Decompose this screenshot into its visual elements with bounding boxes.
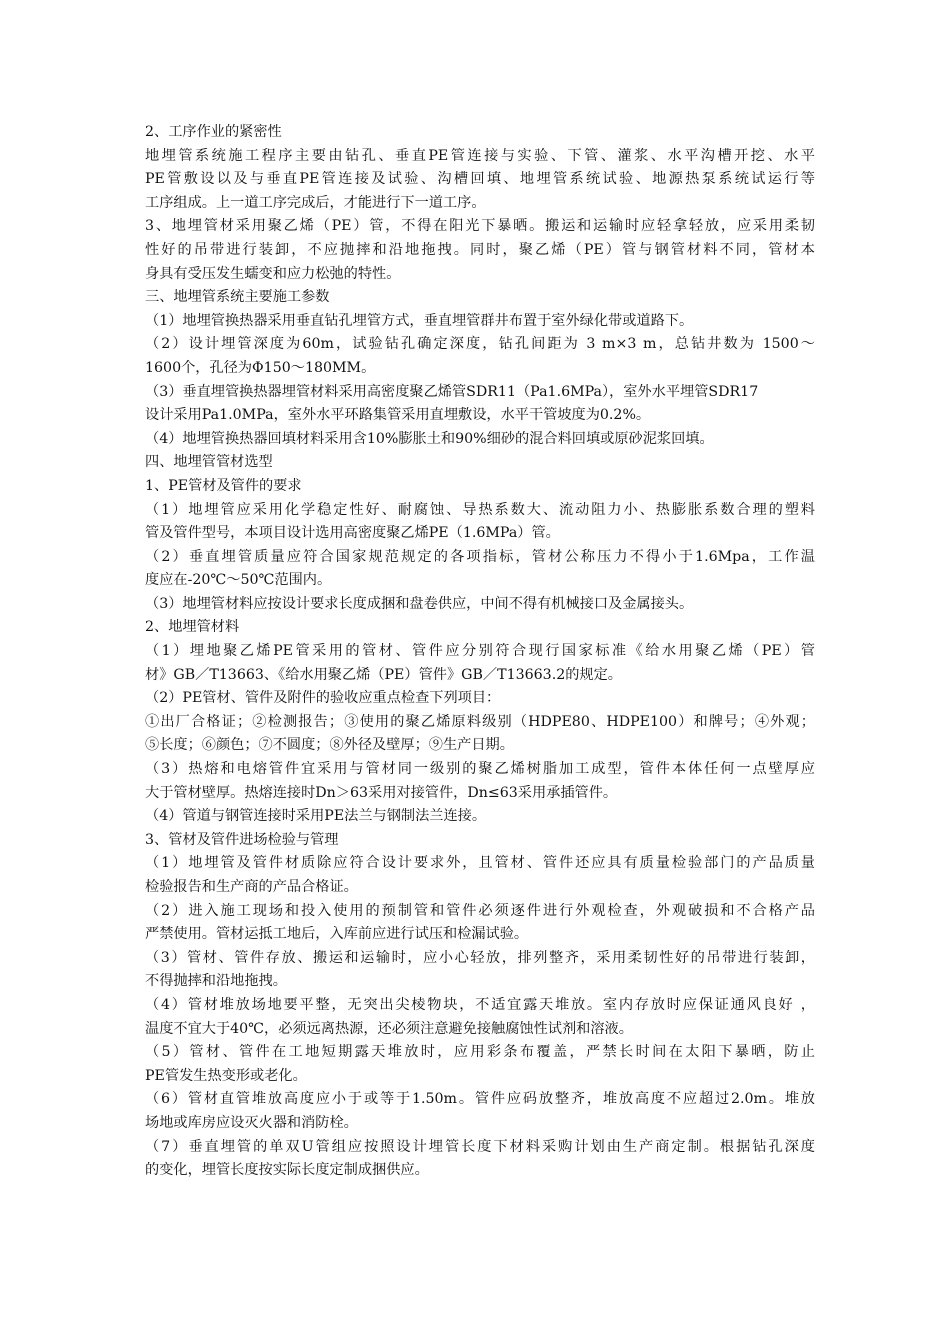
text-line: 3、地埋管材采用聚乙烯（PE）管，不得在阳光下暴晒。搬运和运输时应轻拿轻放，应采用柔韧 <box>145 218 815 235</box>
text-line: 材》GB／T13663、《给水用聚乙烯（PE）管件》GB／T13663.2的规定。 <box>145 666 622 683</box>
text-line: ⑤长度；⑥颜色；⑦不圆度；⑧外径及壁厚；⑨生产日期。 <box>145 737 514 754</box>
text-line: （7）垂直埋管的单双U管组应按照设计埋管长度下材料采购计划由生产商定制。根据钻孔深度 <box>145 1138 815 1155</box>
text-line: （4）管道与钢管连接时采用PE法兰与钢制法兰连接。 <box>145 808 487 825</box>
text-line: 大于管材壁厚。热熔连接时Dn＞63采用对接管件，Dn≤63采用承插管件。 <box>145 784 618 801</box>
text-line: （3）垂直埋管换热器埋管材料采用高密度聚乙烯管SDR11（Pa1.6MPa），室外水平埋管SDR17 <box>145 383 759 400</box>
text-line: （1）地埋管及管件材质除应符合设计要求外，且管材、管件还应具有质量检验部门的产品质量 <box>145 855 815 872</box>
text-line: （1）地埋管换热器采用垂直钻孔埋管方式，垂直埋管群井布置于室外绿化带或道路下。 <box>145 312 694 329</box>
text-line: 温度不宜大于40℃，必须远离热源，还必须注意避免接触腐蚀性试剂和溶液。 <box>145 1020 633 1037</box>
text-line: 四、地埋管管材选型 <box>145 454 273 471</box>
document-body <box>145 121 815 1183</box>
text-line: 1、PE管材及管件的要求 <box>145 477 302 494</box>
text-line: 工序组成。上一道工序完成后，才能进行下一道工序。 <box>145 194 486 211</box>
text-line: （1）地埋管应采用化学稳定性好、耐腐蚀、导热系数大、流动阻力小、热膨胀系数合理的塑料 <box>145 501 815 518</box>
text-line: （2）垂直埋管质量应符合国家规范规定的各项指标，管材公称压力不得小于1.6Mpa，工作温 <box>145 548 815 565</box>
text-line: 性好的吊带进行装卸，不应抛摔和沿地拖拽。同时，聚乙烯（PE）管与钢管材料不同，管材本 <box>145 241 815 258</box>
text-line: 的变化，埋管长度按实际长度定制成捆供应。 <box>145 1162 429 1179</box>
text-line: （3）管材、管件存放、搬运和运输时，应小心轻放，排列整齐，采用柔韧性好的吊带进行装卸， <box>145 949 815 966</box>
text-line: 度应在-20℃～50℃范围内。 <box>145 572 332 589</box>
text-line: 1600个，孔径为Φ150～180MM。 <box>145 359 376 376</box>
text-line: （2）设计埋管深度为60m，试验钻孔确定深度，钻孔间距为 3 m×3 m，总钻井数为 1500～ <box>145 336 815 353</box>
text-line: 三、地埋管系统主要施工参数 <box>145 289 330 306</box>
text-line: 2、工序作业的紧密性 <box>145 124 282 140</box>
text-line: 场地或库房应设灭火器和消防栓。 <box>145 1114 358 1131</box>
text-line: 不得抛摔和沿地拖拽。 <box>145 973 287 990</box>
text-line: （6）管材直管堆放高度应小于或等于1.50m。管件应码放整齐，堆放高度不应超过2.0m。堆放 <box>145 1091 815 1108</box>
text-line: （2）进入施工现场和投入使用的预制管和管件必须逐件进行外观检查，外观破损和不合格产品 <box>145 902 815 919</box>
text-line: （4）地埋管换热器回填材料采用含10%膨胀土和90%细砂的混合料回填或原砂泥浆回填。 <box>145 430 714 447</box>
text-line: （1）埋地聚乙烯PE管采用的管材、管件应分别符合现行国家标准《给水用聚乙烯（PE）管 <box>145 643 815 660</box>
text-line: 2、地埋管材料 <box>145 619 240 636</box>
text-line: （4）管材堆放场地要平整，无突出尖棱物块，不适宜露天堆放。室内存放时应保证通风良好 ， <box>145 996 815 1013</box>
text-line: （5）管材、管件在工地短期露天堆放时，应用彩条布覆盖，严禁长时间在太阳下暴晒，防止 <box>145 1044 815 1061</box>
text-line: （3）地埋管材料应按设计要求长度成捆和盘卷供应，中间不得有机械接口及金属接头。 <box>145 595 694 612</box>
text-line: 检验报告和生产商的产品合格证。 <box>145 879 358 895</box>
text-line: PE管敷设以及与垂直PE管连接及试验、沟槽回填、地埋管系统试验、地源热泵系统试运行等 <box>145 171 815 188</box>
text-line: （2）PE管材、管件及附件的验收应重点检查下列项目： <box>145 690 501 707</box>
text-line: 设计采用Pa1.0MPa，室外水平环路集管采用直埋敷设，水平干管坡度为0.2%。 <box>145 407 651 424</box>
text-line: ①出厂合格证；②检测报告；③使用的聚乙烯原料级别（HDPE80、HDPE100）和牌号；④外观； <box>145 713 815 730</box>
text-line: （3）热熔和电熔管件宜采用与管材同一级别的聚乙烯树脂加工成型，管件本体任何一点壁厚应 <box>145 761 815 778</box>
text-line: 地埋管系统施工程序主要由钻孔、垂直PE管连接与实验、下管、灌浆、水平沟槽开挖、水平 <box>145 147 815 164</box>
text-line: 身具有受压发生蠕变和应力松弛的特性。 <box>145 265 401 282</box>
text-line: 管及管件型号，本项目设计选用高密度聚乙烯PE（1.6MPa）管。 <box>145 525 560 542</box>
text-line: 严禁使用。管材运抵工地后，入库前应进行试压和检漏试验。 <box>145 926 529 943</box>
text-line: 3、管材及管件进场检验与管理 <box>145 831 339 848</box>
text-line: PE管发生热变形或老化。 <box>145 1067 307 1084</box>
